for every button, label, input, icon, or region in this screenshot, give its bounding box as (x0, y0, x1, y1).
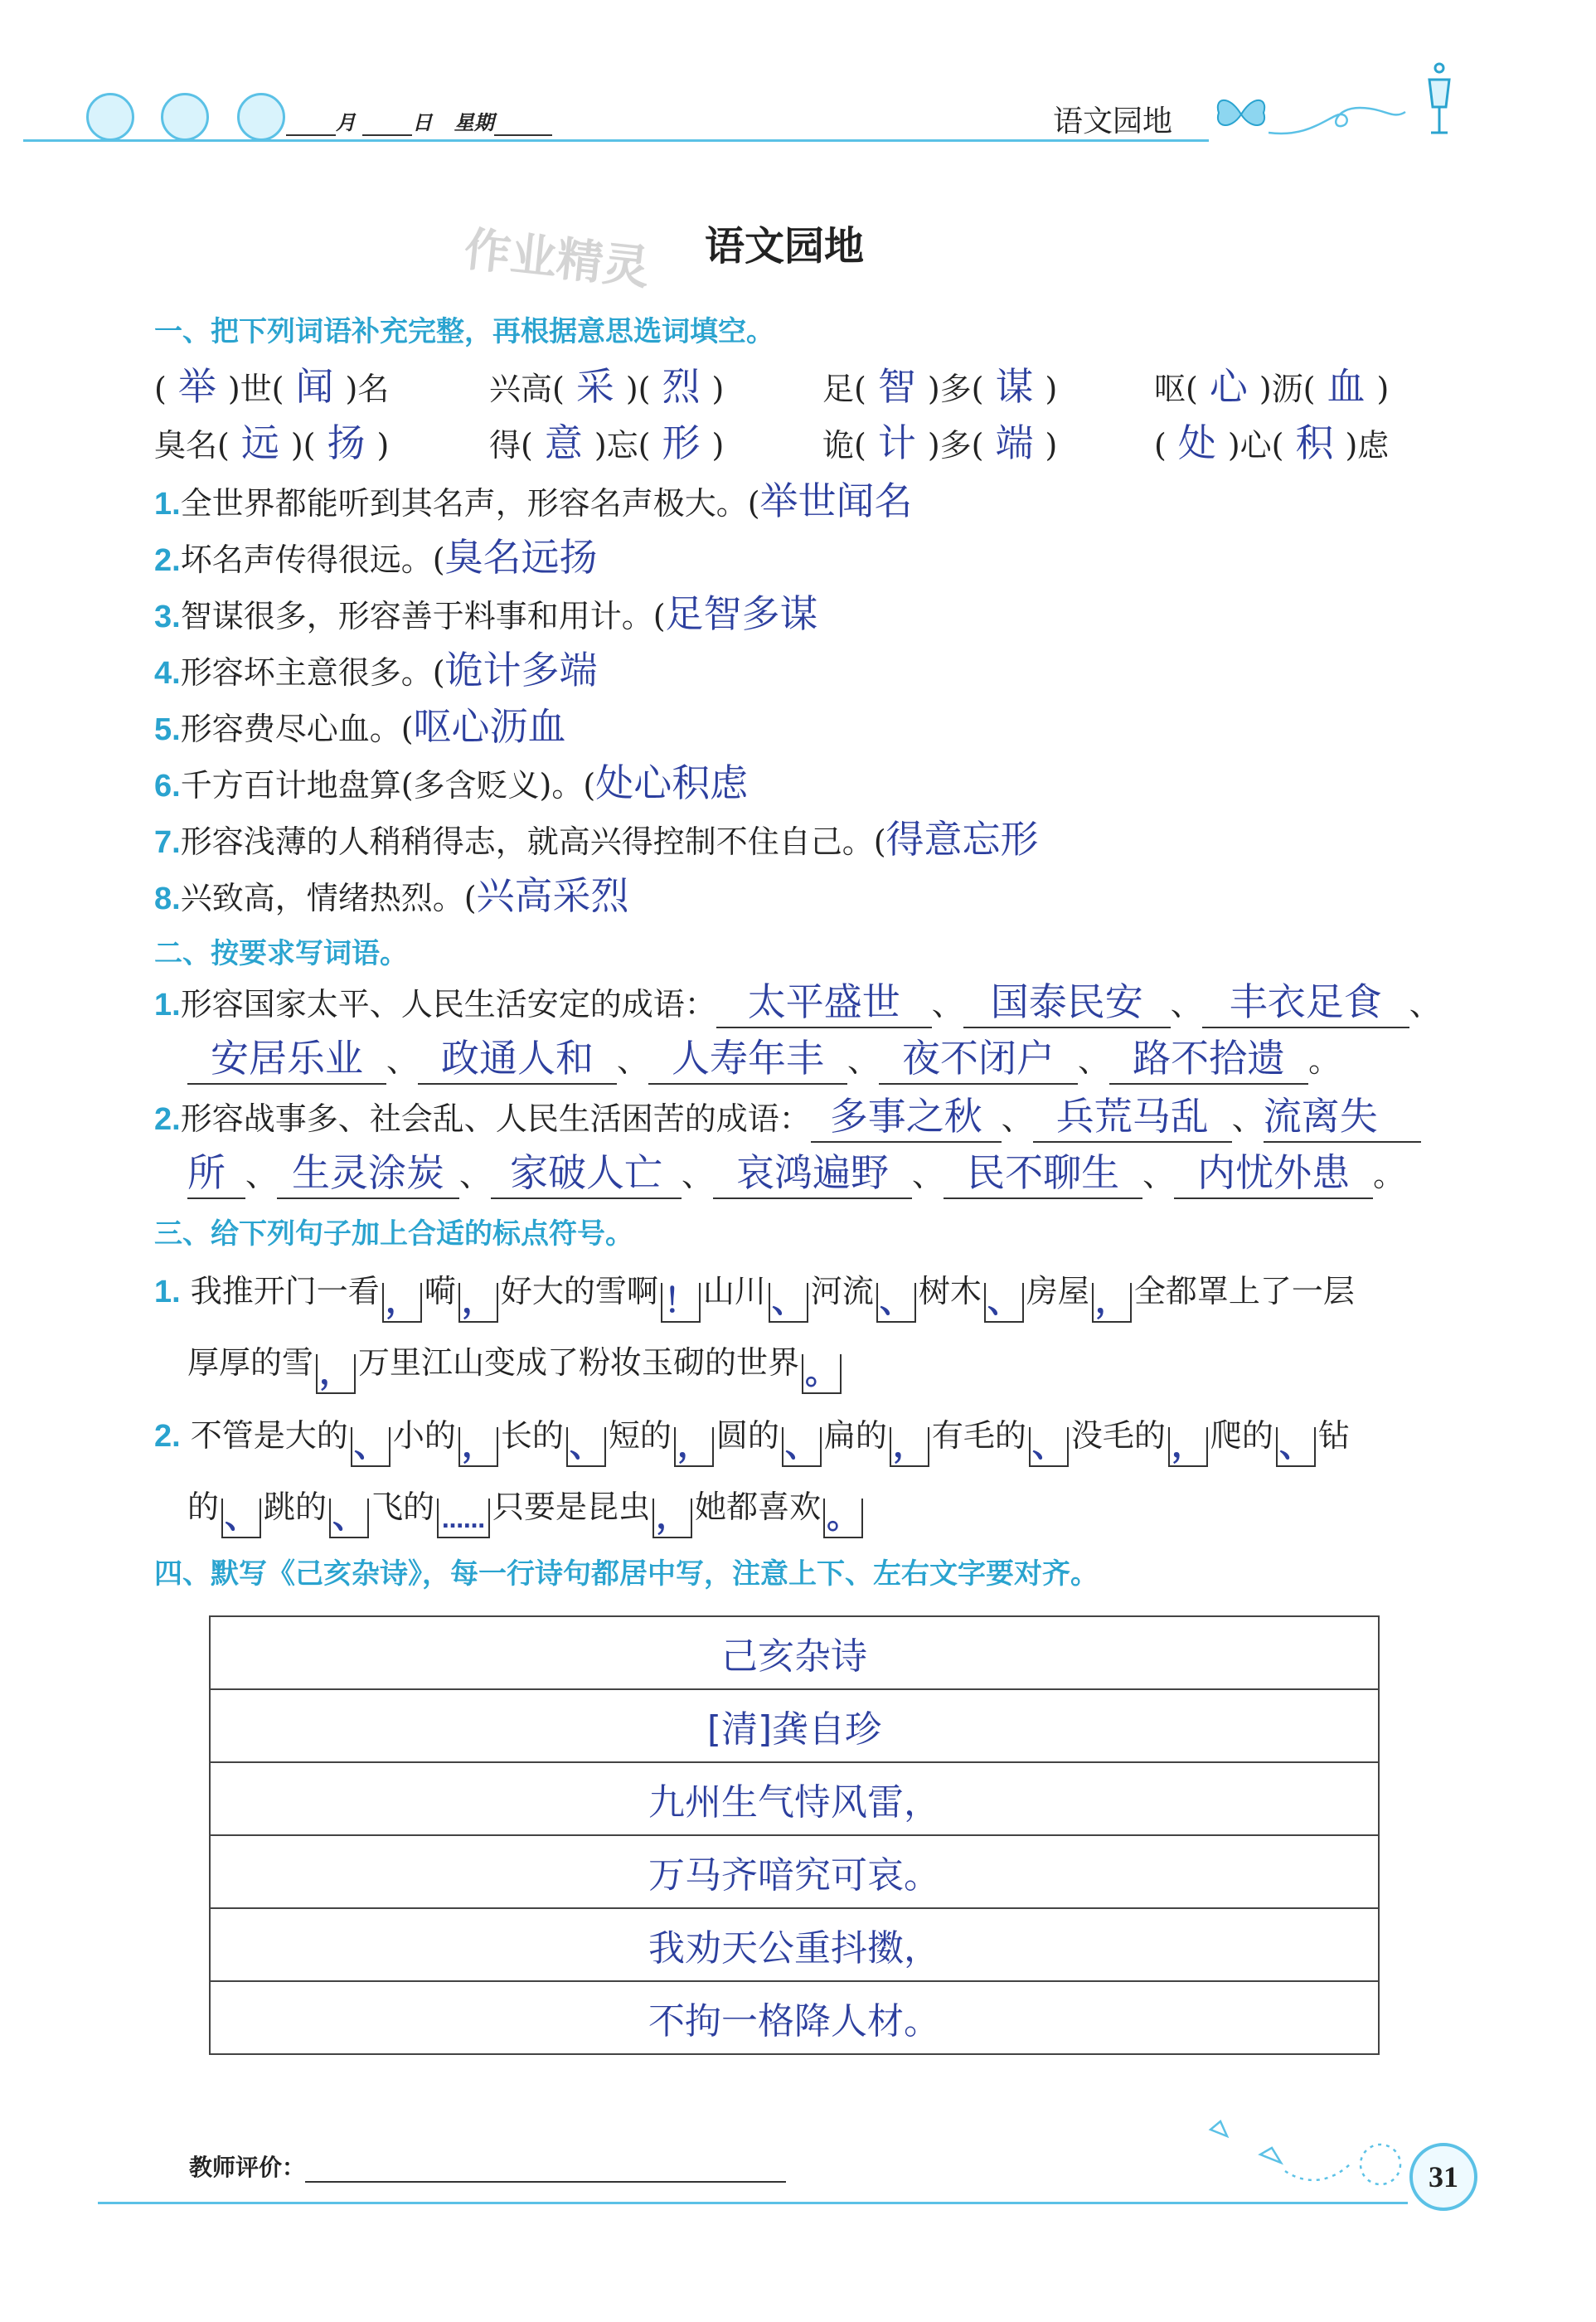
text: 山川 (702, 1273, 766, 1309)
answer-blank: 生灵涂炭 (277, 1143, 459, 1199)
answer-blank (362, 110, 412, 136)
neutral-face-icon (161, 93, 209, 141)
answer-blank: 兵荒马乱 (1033, 1086, 1232, 1143)
part3-s2-line1 (154, 1410, 1350, 1467)
punct-box (674, 1427, 714, 1467)
text: 只要是昆虫 (492, 1489, 651, 1525)
punct-box (1092, 1283, 1132, 1323)
text: )心( (1227, 427, 1284, 464)
text: 、 (931, 986, 963, 1023)
answer-blank: 夜不闭户 (879, 1028, 1078, 1085)
text: 臭名远扬 (444, 535, 598, 580)
punct-box (652, 1499, 692, 1538)
text: 、 (332, 1498, 366, 1536)
text: )( (625, 371, 651, 407)
sad-face-icon (237, 93, 285, 141)
text: 、 (1231, 1100, 1264, 1137)
text: 采 (575, 364, 614, 409)
text: 坏名声传得很远。( (180, 542, 445, 578)
text: 。 (805, 1353, 839, 1392)
text: ， (892, 1426, 926, 1465)
text: 足( (822, 371, 866, 407)
punct-box (782, 1427, 822, 1467)
text: 、 (459, 1157, 492, 1193)
text: 不管是大的 (190, 1417, 348, 1454)
text: 心 (1209, 364, 1248, 409)
text: 扁的 (823, 1417, 887, 1454)
text: ) (1045, 371, 1058, 407)
text: 积 (1295, 420, 1334, 465)
text: ， (677, 1426, 711, 1465)
punct-box (1029, 1427, 1069, 1467)
text: 有毛的 (931, 1417, 1026, 1454)
punct-box (802, 1354, 842, 1394)
punct-box (769, 1283, 808, 1323)
answer-blank: 丰衣足食 (1202, 972, 1409, 1028)
text: 好大的雪啊 (500, 1273, 658, 1309)
punct-box (823, 1499, 863, 1538)
part1-heading: 一、把下列词语补充完整，再根据意思选词填空。 (154, 315, 774, 348)
text: 。 (827, 1498, 861, 1536)
text: ) (1045, 427, 1058, 464)
part1-item (154, 866, 629, 921)
watermark: 作业精灵 (461, 222, 652, 296)
text: 、 (912, 1157, 944, 1193)
part1-item (154, 471, 913, 526)
idiom-fill (1154, 413, 1389, 468)
part1-item (154, 809, 1039, 864)
answer-blank (286, 110, 336, 136)
part3-s1-line1 (154, 1265, 1355, 1323)
part2-q1-line2 (187, 1028, 1340, 1085)
text: 、 (771, 1282, 805, 1320)
punct-box (437, 1499, 490, 1538)
poem-line: 我劝天公重抖擞， (210, 1908, 1379, 1981)
idiom-fill (154, 413, 389, 468)
text: 河流 (810, 1273, 874, 1309)
text: 形容国家太平、人民生活安定的成语： (180, 986, 716, 1023)
text: 6. (154, 769, 181, 804)
text: 圆的 (716, 1417, 779, 1454)
punct-box (316, 1354, 356, 1394)
text: ， (1094, 1282, 1128, 1320)
text: 兴高采烈 (476, 873, 629, 918)
part3-s1-line2 (187, 1337, 844, 1394)
text: )( (290, 427, 316, 464)
text: 的 (187, 1489, 220, 1525)
answer-blank (494, 110, 552, 136)
page-title: 语文园地 (705, 223, 865, 270)
text: 2. (154, 543, 181, 578)
text: ( (154, 371, 167, 407)
teacher-evaluation (189, 2150, 786, 2183)
text: 臭名( (154, 427, 230, 464)
part1-item (154, 753, 748, 808)
text: 全都罩上了一层 (1133, 1273, 1355, 1309)
text: 处心积虑 (595, 760, 749, 805)
text: 、 (682, 1157, 714, 1193)
answer-blank: 所 (187, 1143, 245, 1199)
text: 扬 (327, 420, 366, 465)
text: 举世闻名 (759, 478, 913, 523)
text: 1. (154, 988, 181, 1023)
punct-box (661, 1283, 701, 1323)
text: 形容坏主意很多。( (180, 654, 445, 691)
text: )忘( (594, 427, 651, 464)
text: 树木 (918, 1273, 982, 1309)
answer-blank: 国泰民安 (963, 972, 1171, 1028)
answer-blank: 内忧外患 (1174, 1143, 1373, 1199)
text: 万里江山变成了粉妆玉砌的世界 (358, 1344, 800, 1381)
text: 计 (877, 420, 916, 465)
text: 形 (662, 420, 701, 465)
answer-blank: 路不拾遗 (1109, 1028, 1308, 1085)
part2-q2-line1 (154, 1086, 1421, 1143)
text: 、 (245, 1157, 278, 1193)
weekday-label: 星期 (454, 110, 494, 134)
part3-s2-line2 (187, 1481, 866, 1538)
text: 2. (154, 1102, 181, 1137)
answer-blank: 太平盛世 (716, 972, 932, 1028)
text: ， (656, 1498, 690, 1536)
punct-box (351, 1427, 391, 1467)
text: 、 (569, 1426, 603, 1465)
text: 形容战事多、社会乱、人民生活困苦的成语： (180, 1100, 811, 1137)
text: 、 (1409, 986, 1441, 1023)
bird-doodle-icon (1202, 2113, 1409, 2196)
part1-item (154, 527, 598, 582)
text: 嗬 (424, 1273, 456, 1309)
text: 、 (1278, 1426, 1312, 1465)
text: 短的 (608, 1417, 672, 1454)
text: 兴高( (489, 371, 565, 407)
text: )多( (927, 427, 984, 464)
answer-blank: 安居乐业 (187, 1028, 386, 1085)
text: 得意忘形 (885, 817, 1039, 862)
text: 跳的 (264, 1489, 327, 1525)
footer-rule (98, 2202, 1408, 2204)
text: 8. (154, 882, 181, 916)
text: 闻 (295, 364, 334, 409)
text: 呕心沥血 (413, 704, 566, 749)
text: 、 (987, 1282, 1021, 1320)
text: ) (376, 427, 390, 464)
text: 诡( (822, 427, 866, 464)
decorative-swirl (1269, 91, 1409, 141)
text: 智谋很多，形容善于料事和用计。( (180, 598, 666, 634)
part4-heading: 四、默写《己亥杂诗》，每一行诗句都居中写，注意上下、左右文字要对齐。 (154, 1557, 1099, 1591)
text: )多( (927, 371, 984, 407)
poem-line: 万马齐喑究可哀。 (210, 1835, 1379, 1908)
text: 、 (1031, 1426, 1065, 1465)
text: 。 (1373, 1157, 1405, 1193)
part1-item (154, 640, 598, 695)
part2-q1-line1 (154, 972, 1441, 1028)
text: 足智多谋 (665, 591, 818, 636)
text: 5. (154, 712, 181, 747)
text: 、 (1142, 1157, 1175, 1193)
part3-heading: 三、给下列句子加上合适的标点符号。 (154, 1217, 633, 1251)
text: ) (711, 371, 725, 407)
text: )沥( (1259, 371, 1316, 407)
text: 、 (386, 1042, 419, 1079)
text: 形容浅薄的人稍稍得志，就高兴得控制不住自己。( (180, 823, 886, 860)
date-fields (286, 106, 552, 136)
text: 1. (154, 487, 181, 522)
text: )世( (227, 371, 284, 407)
idiom-fill (489, 357, 724, 411)
text: 得( (489, 427, 533, 464)
text: 、 (847, 1042, 880, 1079)
text: 形容费尽心血。( (180, 711, 414, 747)
text: ) (711, 427, 725, 464)
idiom-fill (822, 357, 1057, 411)
text: 血 (1327, 364, 1366, 409)
text: 3. (154, 600, 181, 634)
text: 爬的 (1210, 1417, 1273, 1454)
text: 呕( (1154, 371, 1198, 407)
answer-blank (305, 2154, 786, 2183)
text: ， (319, 1353, 353, 1392)
header-section-label: 语文园地 (1053, 104, 1173, 138)
text: 1. (154, 1275, 181, 1309)
text: 端 (995, 420, 1034, 465)
text: 房屋 (1026, 1273, 1089, 1309)
text: 钻 (1317, 1417, 1350, 1454)
text: 我推开门一看 (190, 1273, 380, 1309)
text: 、 (879, 1282, 913, 1320)
punct-box (329, 1499, 369, 1538)
idiom-fill (1154, 357, 1389, 411)
text: 7. (154, 825, 181, 860)
text: 飞的 (371, 1489, 435, 1525)
poem-line: 不拘一格降人材。 (210, 1981, 1379, 2054)
poem-line: 九州生气恃风雷， (210, 1762, 1379, 1835)
part2-heading: 二、按要求写词语。 (154, 937, 408, 970)
text: 、 (353, 1426, 387, 1465)
text: 处 (1177, 420, 1216, 465)
text: )名 (345, 371, 390, 407)
part2-q2-line2 (187, 1143, 1404, 1199)
text: 4. (154, 656, 181, 691)
idiom-fill (489, 413, 724, 468)
punct-box (458, 1427, 498, 1467)
punct-box (458, 1283, 498, 1323)
punct-box (1168, 1427, 1208, 1467)
month-label: 月 (336, 110, 356, 134)
text: 、 (225, 1498, 259, 1536)
butterfly-icon (1212, 90, 1270, 139)
text: 千方百计地盘算(多含贬义)。( (180, 767, 596, 804)
answer-blank: 哀鸿遍野 (713, 1143, 912, 1199)
text: 小的 (392, 1417, 456, 1454)
idiom-fill (822, 413, 1057, 468)
answer-blank: 人寿年丰 (648, 1028, 847, 1085)
text: 远 (240, 420, 279, 465)
text: ( (1154, 427, 1167, 464)
text: 、 (617, 1042, 649, 1079)
text: 。 (1308, 1042, 1341, 1079)
text: ， (461, 1282, 495, 1320)
text: 意 (544, 420, 583, 465)
text: 她都喜欢 (695, 1489, 822, 1525)
text: ！ (663, 1282, 697, 1320)
poem-title: 己亥杂诗 (210, 1616, 1379, 1689)
idiom-fill (154, 357, 389, 411)
answer-blank: 家破人亡 (491, 1143, 682, 1199)
part1-item (154, 697, 566, 751)
lamp-icon (1419, 61, 1459, 136)
poem-author: [清]龚自珍 (210, 1689, 1379, 1762)
text: 、 (784, 1426, 818, 1465)
text: 没毛的 (1070, 1417, 1166, 1454)
punct-box (876, 1283, 916, 1323)
text: 、 (1001, 1100, 1033, 1137)
text: 长的 (500, 1417, 564, 1454)
header-rule (23, 139, 1209, 142)
punct-box (1276, 1427, 1316, 1467)
text: 2. (154, 1419, 181, 1454)
punct-box (984, 1283, 1024, 1323)
text: 诡计多端 (444, 648, 598, 692)
teacher-label: 教师评价： (189, 2154, 306, 2181)
text: ) (1376, 371, 1390, 407)
text: …… (442, 1508, 486, 1533)
text: 厚厚的雪 (187, 1344, 314, 1381)
text: 烈 (662, 364, 701, 409)
text: ， (461, 1426, 495, 1465)
punct-box (221, 1499, 261, 1538)
text: 、 (1170, 986, 1202, 1023)
punct-box (382, 1283, 422, 1323)
answer-blank: 多事之秋 (811, 1086, 1002, 1143)
text: ， (385, 1282, 419, 1320)
text: 谋 (995, 364, 1034, 409)
text: )虑 (1345, 427, 1390, 464)
punct-box (890, 1427, 929, 1467)
page-number: 31 (1429, 2160, 1458, 2193)
smile-face-icon (86, 93, 134, 141)
answer-blank: 流离失 (1264, 1086, 1421, 1143)
poem-table (209, 1615, 1380, 2055)
text: 全世界都能听到其名声，形容名声极大。( (180, 485, 760, 522)
punct-box (566, 1427, 606, 1467)
part1-item (154, 584, 818, 639)
day-label: 日 (412, 110, 433, 134)
text: 智 (877, 364, 916, 409)
answer-blank: 政通人和 (418, 1028, 617, 1085)
text: ， (1171, 1426, 1205, 1465)
text: 、 (1078, 1042, 1110, 1079)
page-number-badge (1409, 2143, 1477, 2211)
text: 兴致高，情绪热烈。( (180, 880, 477, 916)
answer-blank: 民不聊生 (944, 1143, 1142, 1199)
text: 举 (177, 364, 216, 409)
